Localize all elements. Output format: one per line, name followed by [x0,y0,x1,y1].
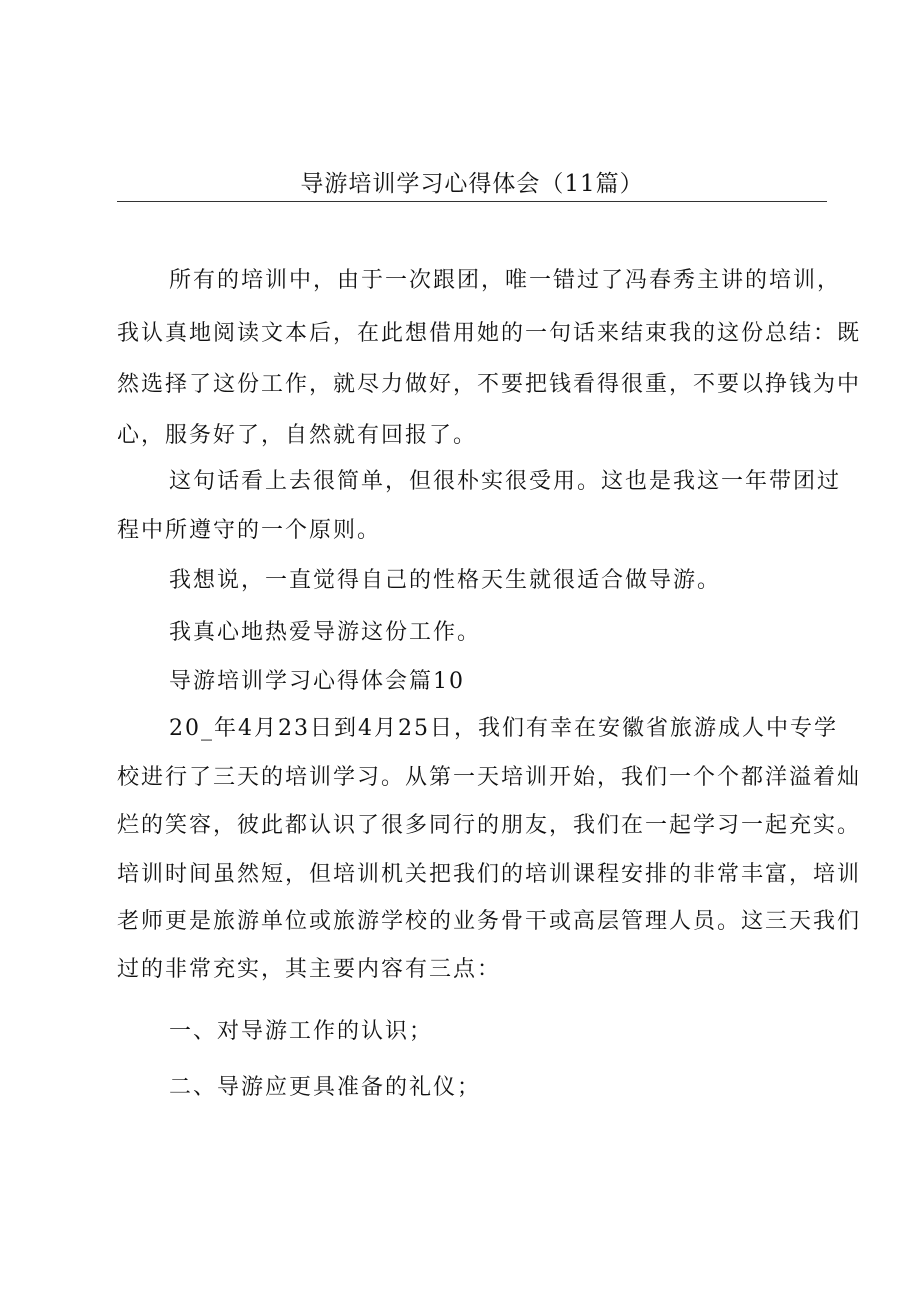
body-line: 心，服务好了，自然就有回报了。 [117,423,478,448]
body-line: 这句话看上去很简单，但很朴实很受用。这也是我这一年带团过 [169,469,842,494]
body-line: 校进行了三天的培训学习。从第一天培训开始，我们一个个都洋溢着灿 [117,765,862,790]
list-item: 二、导游应更具准备的礼仪； [169,1075,482,1100]
section-heading: 导游培训学习心得体会篇10 [169,669,465,694]
body-line: 我认真地阅读文本后，在此想借用她的一句话来结束我的这份总结：既 [117,321,862,346]
body-line: 烂的笑容，彼此都认识了很多同行的朋友，我们在一起学习一起充实。 [117,813,862,838]
body-line: 然选择了这份工作，就尽力做好，不要把钱看得很重，不要以挣钱为中 [117,372,862,397]
title-underline [117,201,827,202]
list-item: 一、对导游工作的认识； [169,1019,434,1044]
body-line: 我真心地热爱导游这份工作。 [169,620,482,645]
body-line: 培训时间虽然短，但培训机关把我们的培训课程安排的非常丰富，培训 [117,862,862,887]
body-line: 过的非常充实，其主要内容有三点： [117,957,502,982]
body-line: 程中所遵守的一个原则。 [117,518,382,543]
body-line: 我想说，一直觉得自己的性格天生就很适合做导游。 [169,568,722,593]
body-line: 老师更是旅游单位或旅游学校的业务骨干或高层管理人员。这三天我们 [117,909,862,934]
body-line: 所有的培训中，由于一次跟团，唯一错过了冯春秀主讲的培训， [169,268,842,293]
body-line: 20_年4月23日到4月25日，我们有幸在安徽省旅游成人中专学 [169,716,838,741]
document-title: 导游培训学习心得体会（11篇） [300,171,644,197]
